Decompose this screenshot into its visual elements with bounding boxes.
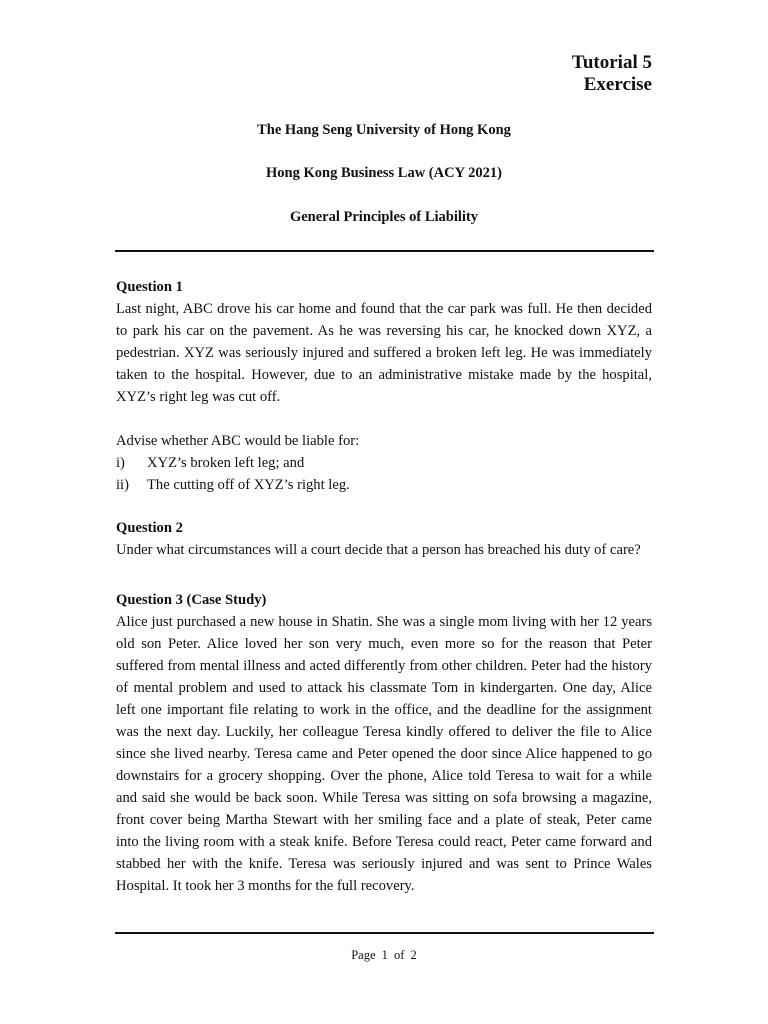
exercise-label: Exercise [583,74,652,95]
university-title: The Hang Seng University of Hong Kong [257,122,511,138]
question-3-heading: Question 3 (Case Study) [116,592,267,608]
list-item-number: ii) [116,477,129,493]
page-number: Page 1 of 2 [351,948,417,962]
question-1-body: Last night, ABC drove his car home and found that the car park was full. He then decided to park his car on the pavement. As he was reversing his car, he knocked down XYZ, a pedestrian. XYZ was seriously injured and suffered a broken left leg. He was immediately taken to the hospital. However, due to an administrative mistake made by the hospital, XYZ’s right leg was cut off. [116,301,652,405]
question-1-advise: Advise whether ABC would be liable for: [116,433,360,449]
course-title: Hong Kong Business Law (ACY 2021) [266,165,502,181]
list-item-text: XYZ’s broken left leg; and [147,455,305,471]
list-item-number: i) [116,455,125,471]
list-item-text: The cutting off of XYZ’s right leg. [147,477,350,493]
list-item [116,452,652,474]
question-1-advise-section [116,430,652,496]
question-3-section [116,589,652,897]
question-1-heading: Question 1 [116,279,183,295]
tutorial-number: Tutorial 5 [571,52,652,73]
question-2-body: Under what circumstances will a court decide that a person has breached his duty of care? [116,542,641,558]
question-2-section [116,517,652,561]
question-1-section [116,276,652,408]
tutorial-header [572,52,652,96]
topic-title: General Principles of Liability [289,209,479,225]
list-item [116,474,652,496]
question-2-heading: Question 2 [116,520,183,536]
question-3-body: Alice just purchased a new house in Shatin. She was a single mom living with her 12 years old son Peter. Alice loved her son very much, even more so for the reason that Peter suffered from mental illness and acted differently from other children. Peter had the history of mental problem and used to attack his classmate Tom in kindergarten. One day, Alice left one important file relating to work in the office, and the deadline for the assignment was the next day. Luckily, her colleague Teresa kindly offered to deliver the file to Alice since she lived nearby. Teresa came and Peter opened the door since Alice happened to go downstairs for a grocery shopping. Over the phone, Alice told Teresa to wait for a while and said she would be back soon. While Teresa was sitting on sofa browsing a magazine, front cover being Martha Stewart with her smiling face and a plate of steak, Peter came into the living room with a steak knife. Before Teresa could react, Peter came forward and stabbed her with the knife. Teresa was seriously injured and was sent to Prince Wales Hospital. It took her 3 months for the full recovery. [116,614,652,894]
top-divider [115,250,654,252]
bottom-divider [115,932,654,934]
